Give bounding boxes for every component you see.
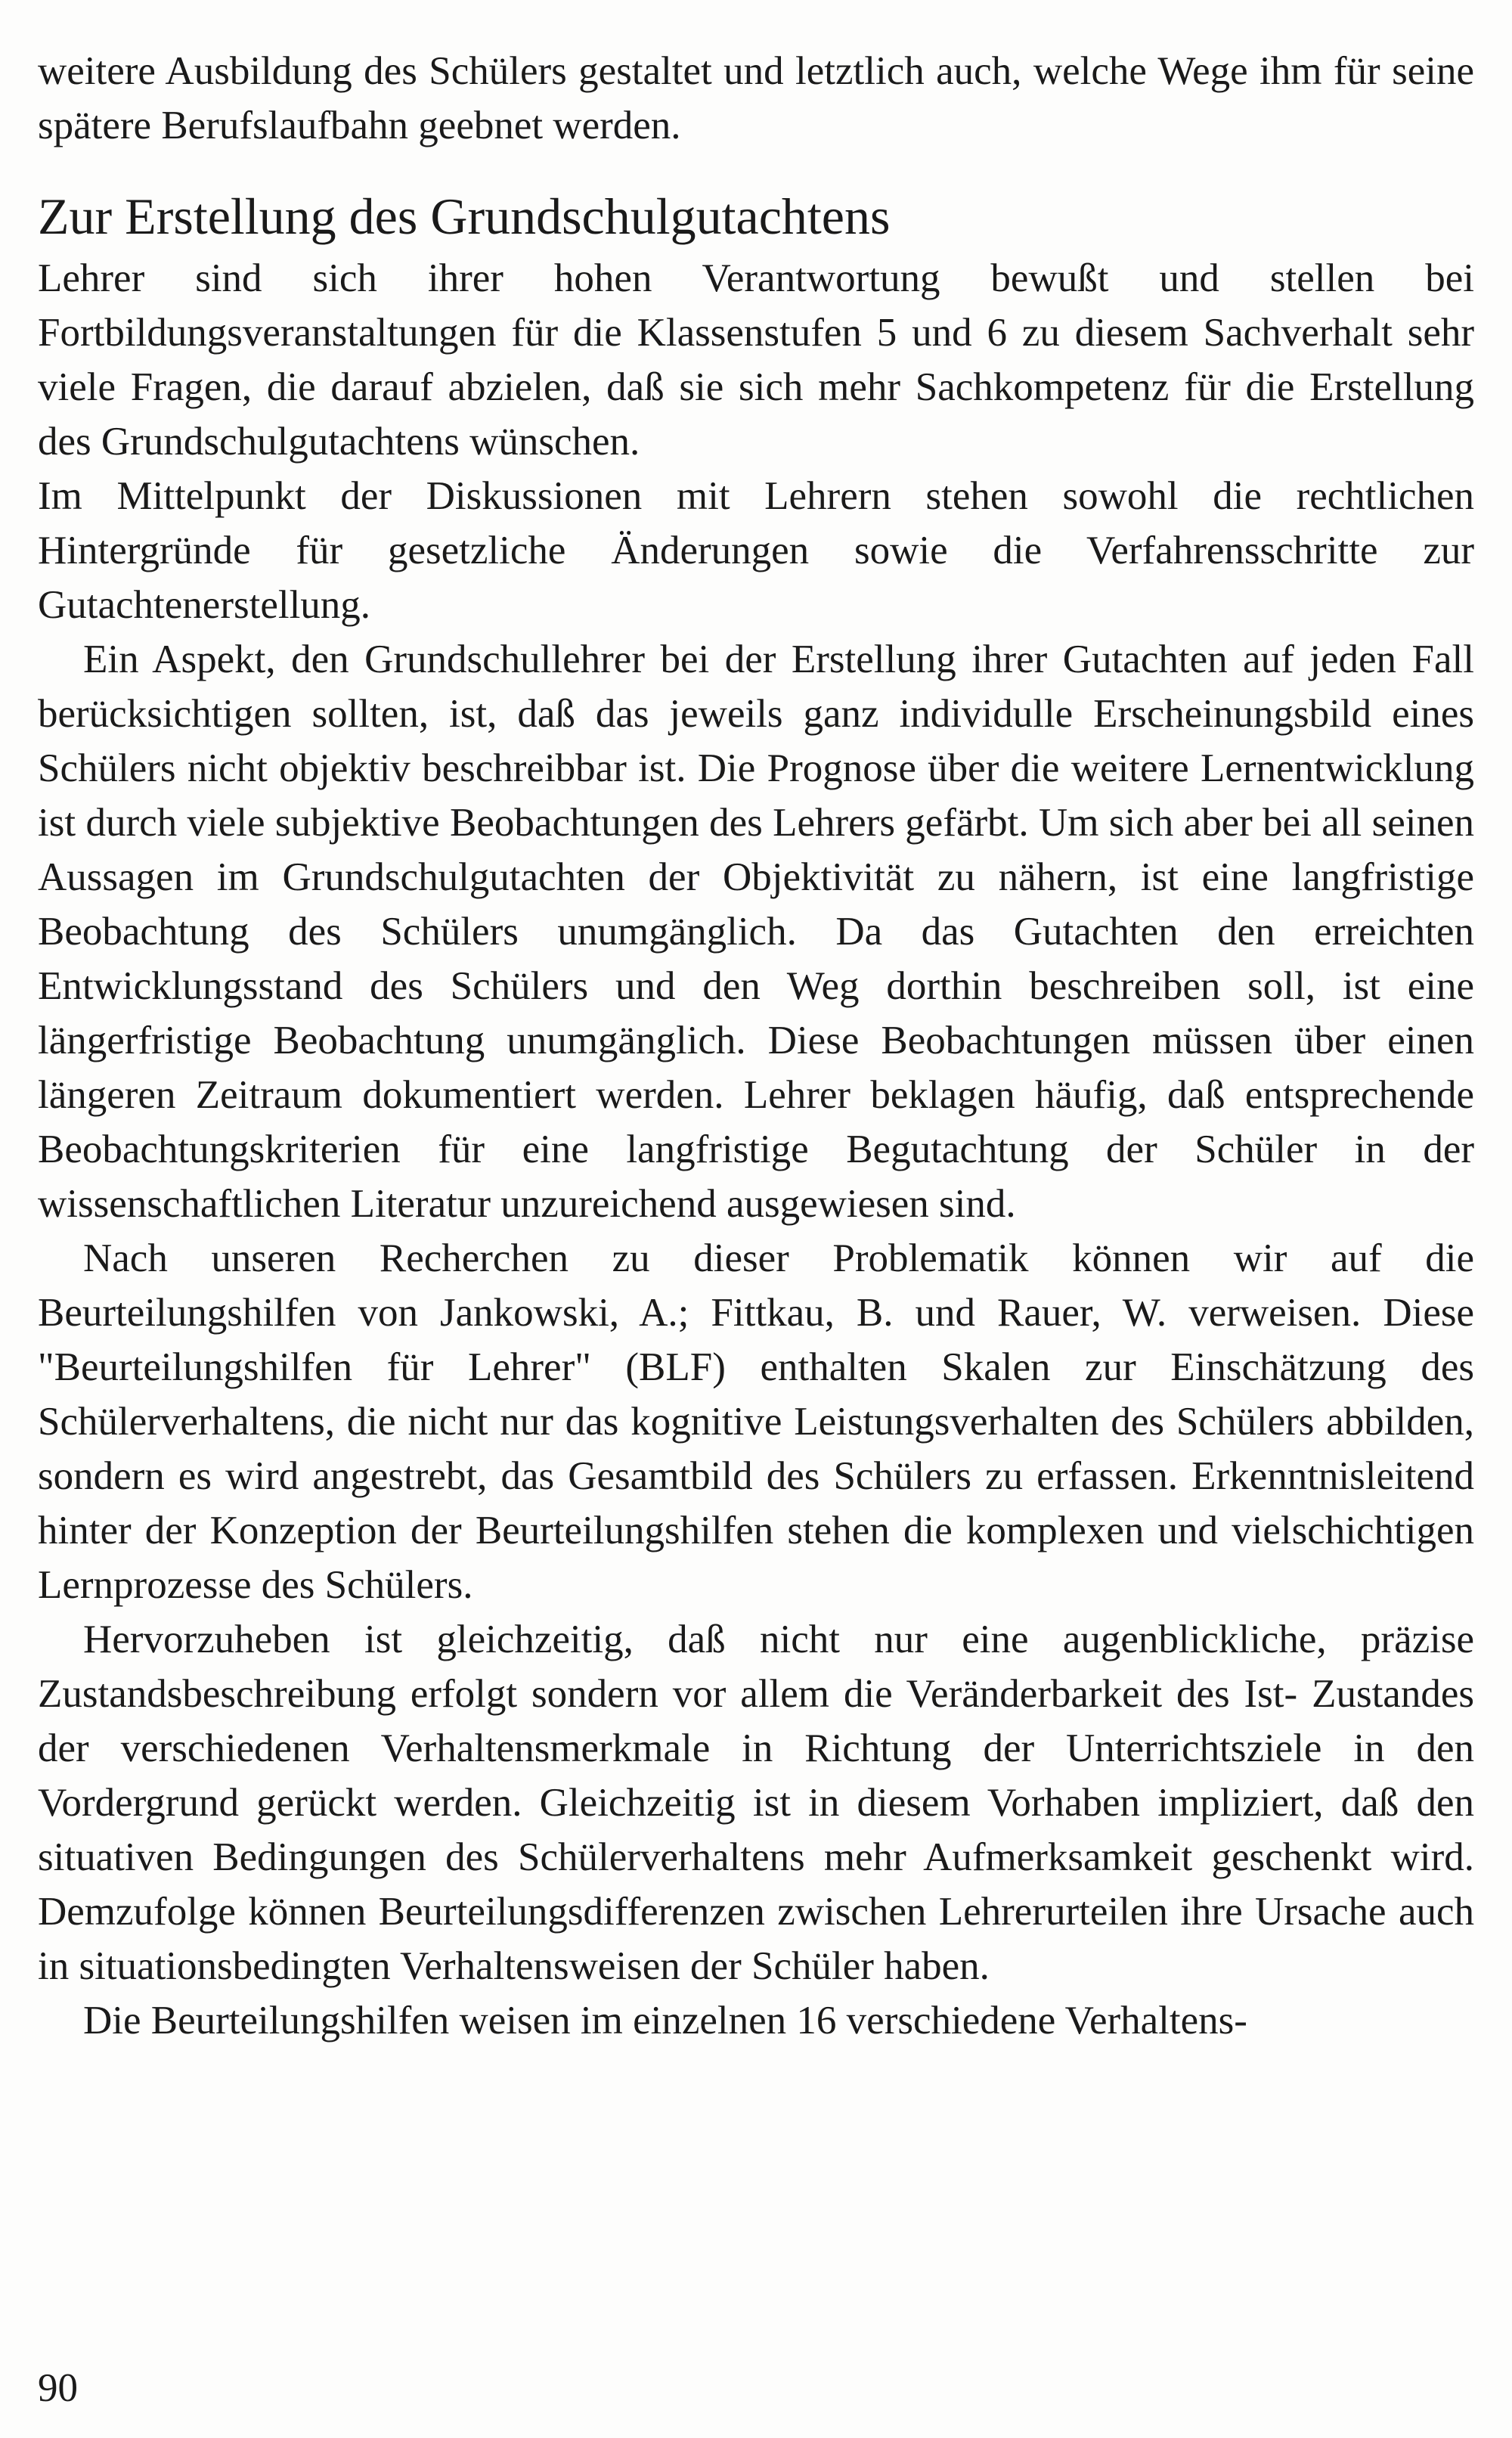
paragraph-discussions: Im Mittelpunkt der Diskussionen mit Lehrern stehen sowohl die rechtlichen Hintergründe für gesetzliche Änderungen sowie die Verfahrensschritte zur Gutachtenerstellung.: [38, 474, 1474, 627]
paragraph-aspect: Ein Aspekt, den Grundschullehrer bei der Erstellung ihrer Gutachten auf jeden Fall berücksichtigen sollten, ist, daß das jeweils ganz individulle Erscheinungsbild eines Schülers nicht objektiv beschreibbar ist. Die Prognose über die weitere Lernentwicklung ist durch viele subjektive Beobachtungen des Lehrers gefärbt. Um sich aber bei all seinen Aussagen im Grundschulgutachten der Objektivität zu nähern, ist eine langfristige Beobachtung des Schülers unumgänglich. Da das Gutachten den erreichten Entwicklungsstand des Schülers und den Weg dorthin beschreiben soll, ist eine längerfristige Beobachtung unumgänglich. Diese Beobachtungen müssen über einen längeren Zeitraum dokumentiert werden. Lehrer beklagen häufig, daß entsprechende Beobachtungskriterien für eine langfristige Begutachtung der Schüler in der wissenschaftlichen Literatur unzureichend ausgewiesen sind.: [38, 637, 1474, 1226]
paragraph-research: Nach unseren Recherchen zu dieser Problematik können wir auf die Beurteilungshilfen von Jankowski, A.; Fittkau, B. und Rauer, W. verweisen. Diese "Beurteilungshilfen für Lehrer" (BLF) enthalten Skalen zur Einschätzung des Schülerverhaltens, die nicht nur das kognitive Leistungsverhalten des Schülers abbilden, sondern es wird angestrebt, das Gesamtbild des Schülers zu erfassen. Erkenntnisleitend hinter der Konzeption der Beurteilungshilfen stehen die komplexen und vielschichtigen Lernprozesse des Schülers.: [38, 1236, 1474, 1607]
intro-paragraph: weitere Ausbildung des Schülers gestaltet und letztlich auch, welche Wege ihm für seine spätere Berufslaufbahn geebnet werden.: [38, 49, 1474, 147]
page-content: [38, 44, 1474, 2048]
page-number: 90: [38, 2366, 78, 2410]
section-heading: Zur Erstellung des Grundschulgutachtens: [38, 188, 891, 245]
paragraph-responsibility: Lehrer sind sich ihrer hohen Verantwortung bewußt und stellen bei Fortbildungsveranstaltungen für die Klassenstufen 5 und 6 zu diesem Sachverhalt sehr viele Fragen, die darauf abzielen, daß sie sich mehr Sachkompetenz für die Erstellung des Grundschulgutachtens wünschen.: [38, 256, 1474, 464]
paragraph-final: Die Beurteilungshilfen weisen im einzelnen 16 verschiedene Verhaltens-: [83, 1999, 1247, 2043]
paragraph-emphasis: Hervorzuheben ist gleichzeitig, daß nicht nur eine augenblickliche, präzise Zustandsbeschreibung erfolgt sondern vor allem die Veränderbarkeit des Ist- Zustandes der verschiedenen Verhaltensmerkmale in Richtung der Unterrichtsziele in den Vordergrund gerückt werden. Gleichzeitig ist in diesem Vorhaben impliziert, daß den situativen Bedingungen des Schülerverhaltens mehr Aufmerksamkeit geschenkt wird. Demzufolge können Beurteilungsdifferenzen zwischen Lehrerurteilen ihre Ursache auch in situationsbedingten Verhaltensweisen der Schüler haben.: [38, 1618, 1474, 1988]
